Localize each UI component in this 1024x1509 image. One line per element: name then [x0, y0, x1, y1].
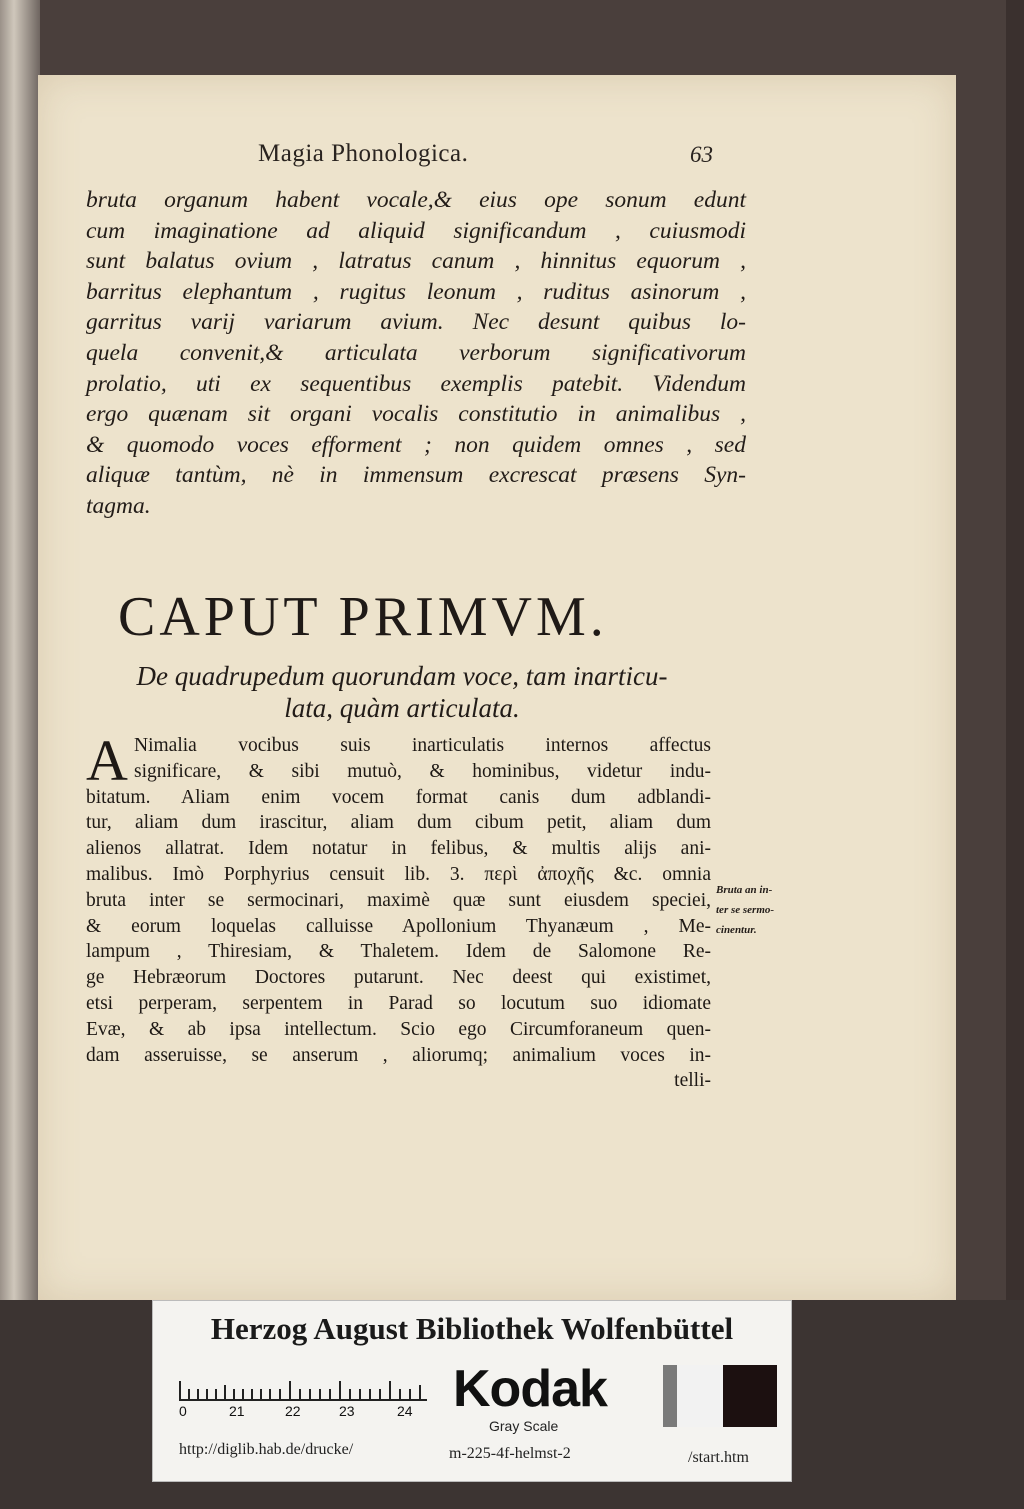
scanner-background-right: [1006, 0, 1024, 1509]
scanner-background-left: [0, 0, 40, 1509]
ruler-tick: [279, 1389, 281, 1401]
ruler-tick: [389, 1381, 391, 1401]
text-line: & eorum loquelas calluisse Apollonium Thyanæum , Me-: [86, 915, 711, 937]
text-line: & quomodo voces efforment ; non quidem omnes , sed: [86, 431, 746, 458]
ruler-tick: [215, 1389, 217, 1401]
ruler-label: 24: [397, 1403, 413, 1419]
body-paragraph: [86, 728, 711, 1094]
ruler-tick: [242, 1389, 244, 1401]
ruler-label: 23: [339, 1403, 355, 1419]
ruler-tick: [349, 1389, 351, 1401]
kodak-logo: Kodak: [453, 1360, 607, 1418]
text-line: Evæ, & ab ipsa intellectum. Scio ego Circumforaneum quen-: [86, 1018, 711, 1040]
ruler-tick: [179, 1381, 181, 1401]
page-number: 63: [690, 142, 713, 167]
margin-note-line: Bruta an in-: [716, 884, 773, 896]
drop-cap: A: [86, 728, 128, 793]
text-line: garritus varij variarum avium. Nec desunt quibus lo-: [86, 309, 746, 336]
text-line: bruta inter se sermocinari, maximè quæ sunt eiusdem speciei,: [86, 889, 711, 911]
intro-paragraph: [86, 185, 746, 522]
text-line: dam asseruisse, se anserum , aliorumq; animalium voces in-: [86, 1044, 711, 1066]
ruler-label: 0: [179, 1403, 187, 1419]
ruler-tick: [188, 1389, 190, 1401]
margin-note: [716, 880, 808, 940]
text-line: ge Hebræorum Doctores putarunt. Nec deest qui existimet,: [86, 967, 711, 989]
ruler-tick: [419, 1385, 421, 1401]
ruler-tick: [289, 1381, 291, 1401]
text-line: tagma.: [86, 492, 151, 519]
ruler-tick: [369, 1389, 371, 1401]
catchword: telli-: [674, 1070, 711, 1092]
margin-note-line: ter se sermo-: [716, 904, 775, 916]
chapter-subtitle: [82, 660, 722, 724]
page-header: [0, 140, 1024, 180]
ruler-tick: [329, 1389, 331, 1401]
text-line: malibus. Imò Porphyrius censuit lib. 3. περὶ ἀποχῆς &c. omnia: [86, 863, 711, 885]
ruler-tick: [233, 1389, 235, 1401]
ruler-tick: [206, 1389, 208, 1401]
text-line: lampum , Thiresiam, & Thaletem. Idem de Salomone Re-: [86, 941, 711, 963]
text-line: quela convenit,& articulata verborum significativorum: [86, 339, 746, 366]
ruler-label: 21: [229, 1403, 245, 1419]
subtitle-line: De quadrupedum quorundam voce, tam inarticu-: [136, 661, 668, 691]
ruler-tick: [260, 1389, 262, 1401]
color-calibration-card: [152, 1300, 792, 1482]
running-title: Magia Phonologica.: [258, 140, 469, 167]
ruler-tick: [224, 1385, 226, 1401]
text-line: barritus elephantum , rugitus leonum , ruditus asinorum ,: [86, 278, 746, 305]
text-line: etsi perperam, serpentem in Parad so locutum suo idiomate: [86, 992, 711, 1014]
text-line: ergo quænam sit organi vocalis constitutio in animalibus ,: [86, 401, 746, 428]
ruler-tick: [309, 1389, 311, 1401]
text-line: prolatio, uti ex sequentibus exemplis patebit. Videndum: [86, 370, 746, 397]
ruler-tick: [269, 1389, 271, 1401]
ruler-tick: [251, 1389, 253, 1401]
url-path-id: m-225-4f-helmst-2: [449, 1445, 571, 1462]
ruler-tick: [197, 1389, 199, 1401]
ruler-scale: [179, 1359, 427, 1419]
text-line: Nimalia vocibus suis inarticulatis internos affectus: [134, 735, 711, 756]
ruler-label: 22: [285, 1403, 301, 1419]
text-line: tur, aliam dum irascitur, aliam dum cibum petit, aliam dum: [86, 812, 711, 834]
ruler-tick: [339, 1381, 341, 1401]
text-line: alienos allatrat. Idem notatur in felibus, & multis alijs ani-: [86, 838, 711, 860]
subtitle-line: lata, quàm articulata.: [284, 693, 520, 723]
ruler-tick: [409, 1389, 411, 1401]
text-line: sunt balatus ovium , latratus canum , hinnitus equorum ,: [86, 248, 746, 275]
url-path-right: /start.htm: [688, 1449, 749, 1466]
text-line: significare, & sibi mutuò, & hominibus, videtur indu-: [134, 760, 711, 782]
library-name: Herzog August Bibliothek Wolfenbüttel: [210, 1311, 734, 1346]
text-line: bruta organum habent vocale,& eius ope sonum edunt: [86, 187, 746, 213]
gray-swatch-dark: [723, 1365, 777, 1427]
text-line: cum imaginatione ad aliquid significandum , cuiusmodi: [86, 217, 746, 244]
ruler-tick: [379, 1389, 381, 1401]
ruler-tick: [399, 1389, 401, 1401]
text-line: aliquæ tantùm, nè in immensum excrescat præsens Syn-: [86, 462, 746, 489]
text-line: bitatum. Aliam enim vocem format canis dum adblandi-: [86, 786, 711, 808]
ruler-tick: [299, 1389, 301, 1401]
margin-note-line: cinentur.: [716, 924, 757, 936]
url-path-left: http://diglib.hab.de/drucke/: [179, 1441, 354, 1458]
chapter-heading: CAPUT PRIMVM.: [118, 586, 608, 648]
ruler-tick: [359, 1389, 361, 1401]
ruler-tick: [319, 1389, 321, 1401]
gray-scale-label: Gray Scale: [489, 1418, 559, 1434]
